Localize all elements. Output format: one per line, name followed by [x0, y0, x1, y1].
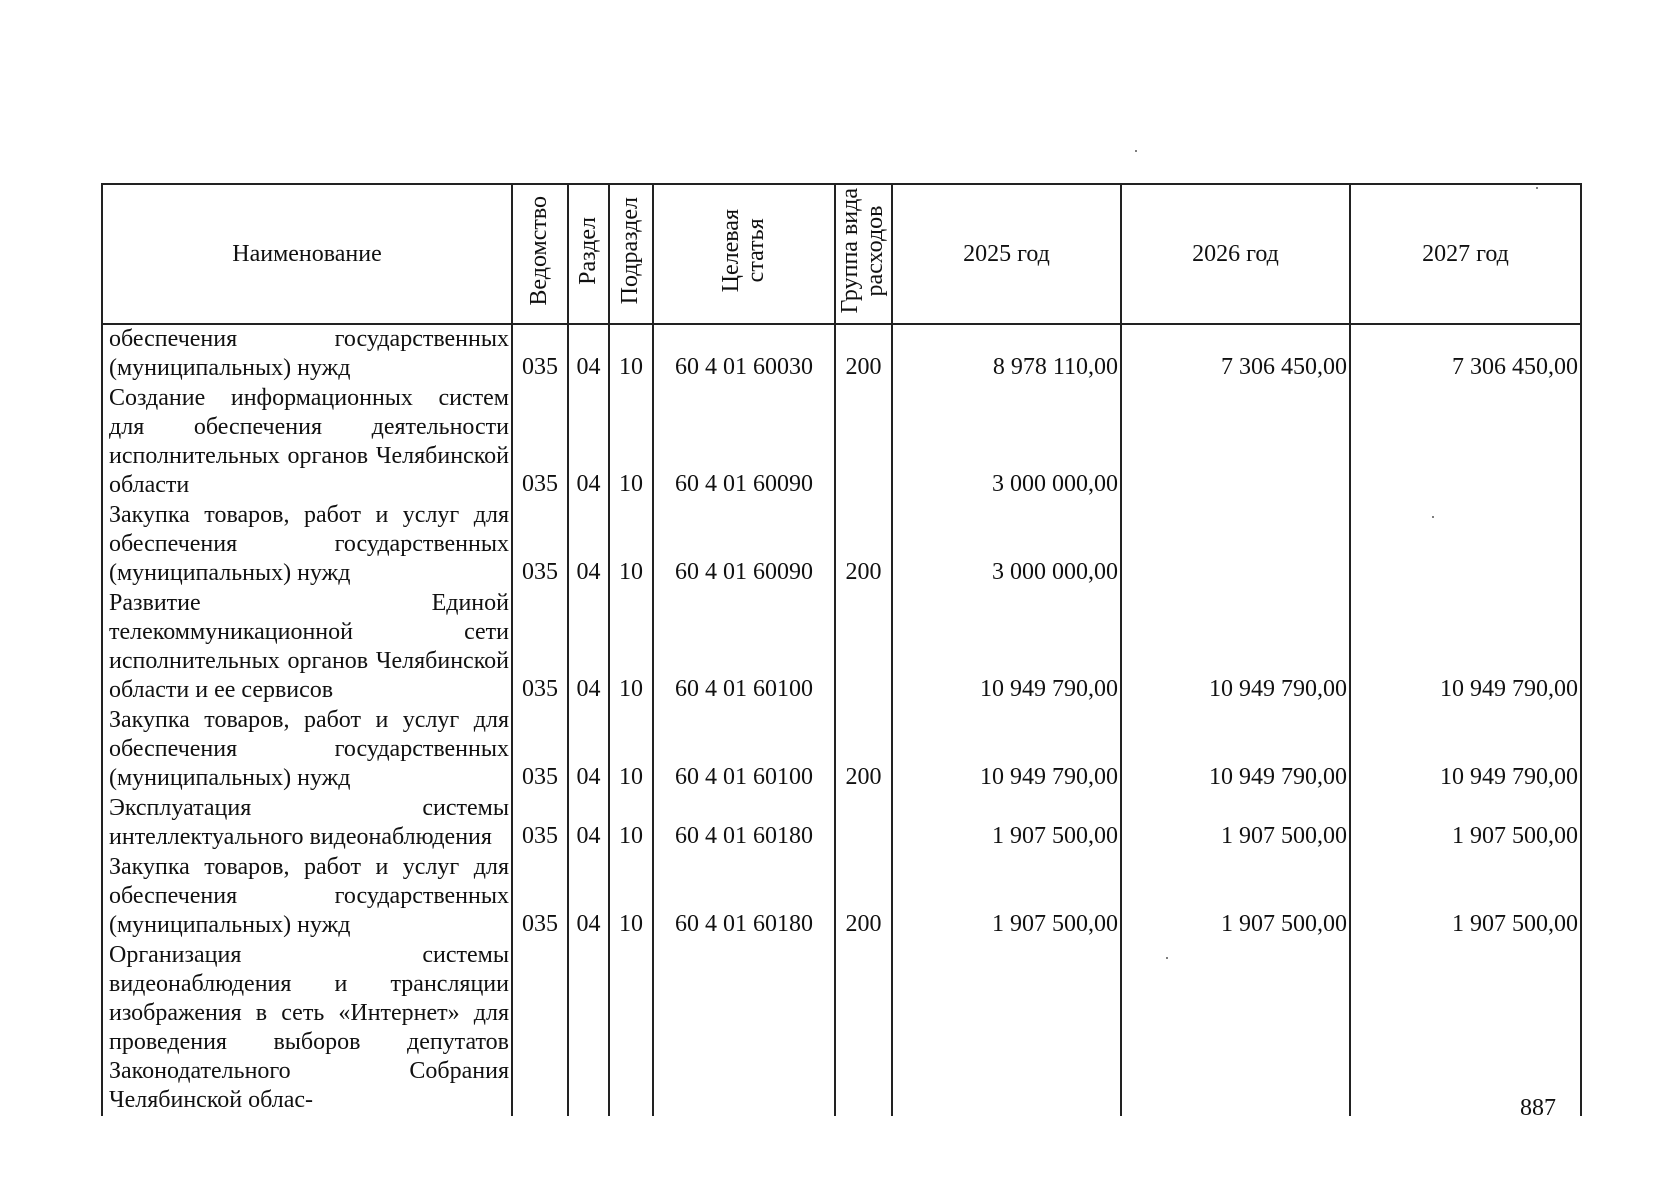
table-row: [102, 384, 1581, 501]
gruppa-cell: [835, 794, 892, 853]
header-podrazdel: Подраздел: [609, 184, 653, 324]
razdel-cell: 04: [568, 384, 609, 501]
amount-2025-cell: [892, 941, 1121, 1116]
name-cell: Закупка товаров, работ и услуг для обеспечения государственных (муниципальных) нужд: [102, 706, 512, 794]
amount-2027-cell: 10 949 790,00: [1350, 589, 1581, 706]
name-cell: Закупка товаров, работ и услуг для обеспечения государственных (муниципальных) нужд: [102, 853, 512, 941]
table-row: [102, 853, 1581, 941]
vedomstvo-cell: 035: [512, 501, 568, 589]
table-row: [102, 941, 1581, 1116]
name-cell: Развитие Единой телекоммуникационной сети исполнительных органов Челябинской области и ее сервисов: [102, 589, 512, 706]
celevaya-statya-cell: 60 4 01 60100: [653, 706, 835, 794]
gruppa-cell: [835, 384, 892, 501]
header-gruppa-vida-rashodov: Группа вида расходов: [835, 184, 892, 324]
vedomstvo-cell: 035: [512, 324, 568, 384]
amount-2027-cell: 1 907 500,00: [1350, 794, 1581, 853]
budget-table: [101, 183, 1582, 1116]
table-row: [102, 589, 1581, 706]
scan-speck: [1135, 150, 1137, 152]
razdel-cell: [568, 941, 609, 1116]
name-cell: Создание информационных систем для обеспечения деятельности исполнительных органов Челябинской области: [102, 384, 512, 501]
celevaya-statya-cell: 60 4 01 60180: [653, 794, 835, 853]
vedomstvo-cell: 035: [512, 384, 568, 501]
amount-2026-cell: 7 306 450,00: [1121, 324, 1350, 384]
table-row: [102, 324, 1581, 384]
gruppa-cell: 200: [835, 501, 892, 589]
celevaya-statya-cell: 60 4 01 60090: [653, 501, 835, 589]
header-2025: 2025 год: [892, 184, 1121, 324]
podrazdel-cell: 10: [609, 324, 653, 384]
name-cell: Эксплуатация системы интеллектуального видеонаблюдения: [102, 794, 512, 853]
amount-2027-cell: 7 306 450,00: [1350, 324, 1581, 384]
gruppa-cell: [835, 589, 892, 706]
amount-2027-cell: 10 949 790,00: [1350, 706, 1581, 794]
page-number: 887: [1520, 1095, 1556, 1121]
header-2027: 2027 год: [1350, 184, 1581, 324]
podrazdel-cell: 10: [609, 384, 653, 501]
podrazdel-cell: 10: [609, 589, 653, 706]
header-2026: 2026 год: [1121, 184, 1350, 324]
podrazdel-cell: 10: [609, 794, 653, 853]
amount-2026-cell: [1121, 384, 1350, 501]
vedomstvo-cell: 035: [512, 794, 568, 853]
amount-2025-cell: 10 949 790,00: [892, 706, 1121, 794]
amount-2025-cell: 3 000 000,00: [892, 501, 1121, 589]
celevaya-statya-cell: 60 4 01 60180: [653, 853, 835, 941]
table-row: [102, 794, 1581, 853]
razdel-cell: 04: [568, 324, 609, 384]
podrazdel-cell: 10: [609, 853, 653, 941]
vedomstvo-cell: [512, 941, 568, 1116]
vedomstvo-cell: 035: [512, 853, 568, 941]
celevaya-statya-cell: 60 4 01 60090: [653, 384, 835, 501]
amount-2026-cell: [1121, 941, 1350, 1116]
podrazdel-cell: [609, 941, 653, 1116]
vedomstvo-cell: 035: [512, 589, 568, 706]
header-name: Наименование: [102, 184, 512, 324]
razdel-cell: 04: [568, 501, 609, 589]
amount-2026-cell: 10 949 790,00: [1121, 706, 1350, 794]
header-vedomstvo: Ведомство: [512, 184, 568, 324]
podrazdel-cell: 10: [609, 706, 653, 794]
table-body: [102, 324, 1581, 1116]
amount-2026-cell: [1121, 501, 1350, 589]
amount-2025-cell: 10 949 790,00: [892, 589, 1121, 706]
gruppa-cell: 200: [835, 324, 892, 384]
vedomstvo-cell: 035: [512, 706, 568, 794]
celevaya-statya-cell: [653, 941, 835, 1116]
gruppa-cell: 200: [835, 706, 892, 794]
amount-2026-cell: 10 949 790,00: [1121, 589, 1350, 706]
celevaya-statya-cell: 60 4 01 60030: [653, 324, 835, 384]
podrazdel-cell: 10: [609, 501, 653, 589]
header-row: [102, 184, 1581, 324]
amount-2025-cell: 3 000 000,00: [892, 384, 1121, 501]
header-celevaya-statya: Целевая статья: [653, 184, 835, 324]
razdel-cell: 04: [568, 853, 609, 941]
celevaya-statya-cell: 60 4 01 60100: [653, 589, 835, 706]
name-cell: Организация системы видеонаблюдения и трансляции изображения в сеть «Интернет» для проведения выборов депутатов Законодательного Собрания Челябинской облас-: [102, 941, 512, 1116]
header-razdel: Раздел: [568, 184, 609, 324]
amount-2025-cell: 1 907 500,00: [892, 794, 1121, 853]
razdel-cell: 04: [568, 794, 609, 853]
amount-2027-cell: [1350, 384, 1581, 501]
amount-2025-cell: 8 978 110,00: [892, 324, 1121, 384]
gruppa-cell: 200: [835, 853, 892, 941]
amount-2026-cell: 1 907 500,00: [1121, 853, 1350, 941]
table-row: [102, 706, 1581, 794]
amount-2027-cell: [1350, 941, 1581, 1116]
amount-2026-cell: 1 907 500,00: [1121, 794, 1350, 853]
gruppa-cell: [835, 941, 892, 1116]
razdel-cell: 04: [568, 589, 609, 706]
table-row: [102, 501, 1581, 589]
amount-2025-cell: 1 907 500,00: [892, 853, 1121, 941]
name-cell: Закупка товаров, работ и услуг для обеспечения государственных (муниципальных) нужд: [102, 501, 512, 589]
razdel-cell: 04: [568, 706, 609, 794]
amount-2027-cell: [1350, 501, 1581, 589]
name-cell: обеспечения государственных (муниципальных) нужд: [102, 324, 512, 384]
amount-2027-cell: 1 907 500,00: [1350, 853, 1581, 941]
table-header: [102, 184, 1581, 324]
